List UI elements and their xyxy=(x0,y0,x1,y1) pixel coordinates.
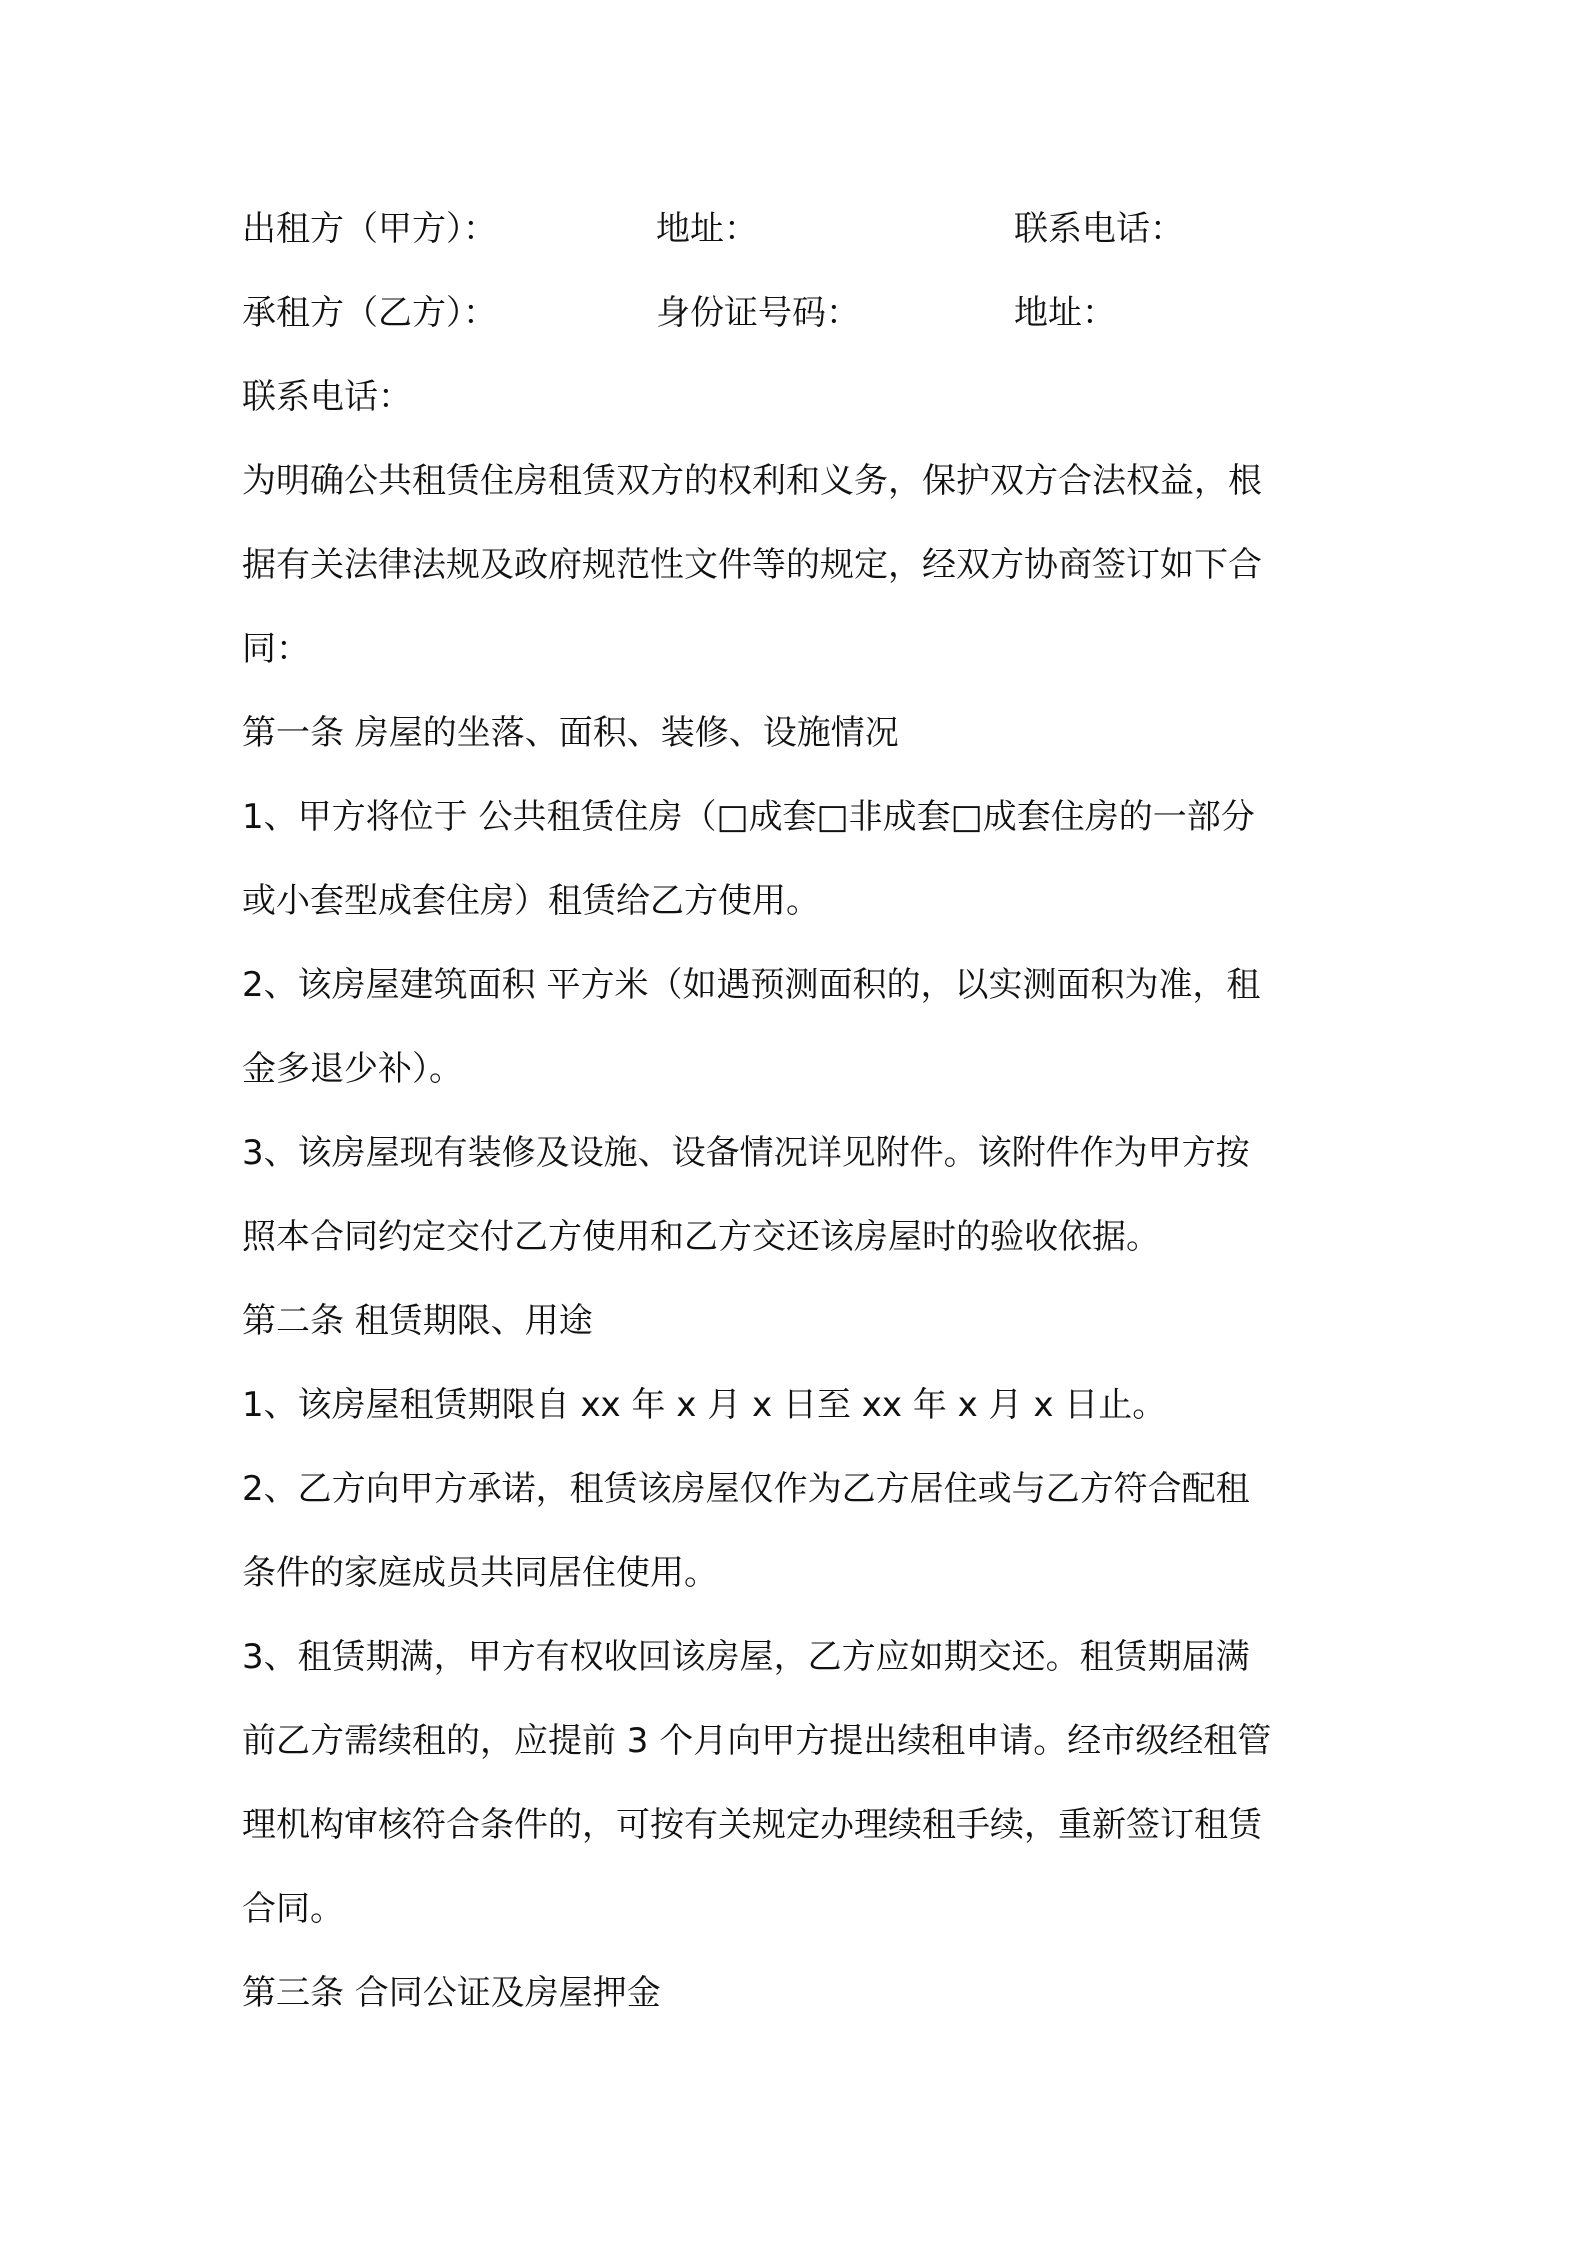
article-1-clause-3: 3、该房屋现有装修及设施、设备情况详见附件。该附件作为甲方按 xyxy=(242,1133,1250,1173)
article-2-clause-3: 3、租赁期满，甲方有权收回该房屋，乙方应如期交还。租赁期届满 xyxy=(242,1637,1250,1677)
article-1-clause-2: 2、该房屋建筑面积 平方米（如遇预测面积的，以实测面积为准，租 xyxy=(242,965,1261,1005)
lessee-label: 承租方（乙方）： xyxy=(242,293,497,333)
lessor-phone-label: 联系电话： xyxy=(1014,209,1184,249)
article-1-clause-2: 金多退少补）。 xyxy=(242,1049,463,1089)
preamble-line: 同： xyxy=(242,629,310,669)
article-2-clause-3: 理机构审核符合条件的，可按有关规定办理续租手续，重新签订租赁 xyxy=(242,1805,1262,1845)
article-2-clause-3: 前乙方需续租的，应提前 3 个月向甲方提出续租申请。经市级经租管 xyxy=(242,1721,1272,1761)
lessee-id-number-label: 身份证号码： xyxy=(656,293,860,333)
article-1-clause-1: 或小套型成套住房）租赁给乙方使用。 xyxy=(242,881,820,921)
article-1-clause-1: 1、甲方将位于 公共租赁住房（□成套□非成套□成套住房的一部分 xyxy=(242,797,1255,837)
article-2-title: 第二条 租赁期限、用途 xyxy=(242,1301,593,1341)
article-3-title: 第三条 合同公证及房屋押金 xyxy=(242,1973,661,2013)
article-2-clause-2: 条件的家庭成员共同居住使用。 xyxy=(242,1553,718,1593)
lessee-address-label: 地址： xyxy=(1014,293,1116,333)
lessee-phone-label: 联系电话： xyxy=(242,377,412,417)
preamble-line: 为明确公共租赁住房租赁双方的权利和义务，保护双方合法权益，根 xyxy=(242,461,1262,501)
article-1-clause-3: 照本合同约定交付乙方使用和乙方交还该房屋时的验收依据。 xyxy=(242,1217,1160,1257)
article-1-title: 第一条 房屋的坐落、面积、装修、设施情况 xyxy=(242,713,899,753)
lessor-address-label: 地址： xyxy=(656,209,758,249)
article-2-clause-3: 合同。 xyxy=(242,1889,344,1929)
article-2-clause-1: 1、该房屋租赁期限自 xx 年 x 月 x 日至 xx 年 x 月 x 日止。 xyxy=(242,1385,1167,1425)
article-2-clause-2: 2、乙方向甲方承诺，租赁该房屋仅作为乙方居住或与乙方符合配租 xyxy=(242,1469,1250,1509)
preamble-line: 据有关法律法规及政府规范性文件等的规定，经双方协商签订如下合 xyxy=(242,545,1262,585)
lessor-label: 出租方（甲方）： xyxy=(242,209,497,249)
